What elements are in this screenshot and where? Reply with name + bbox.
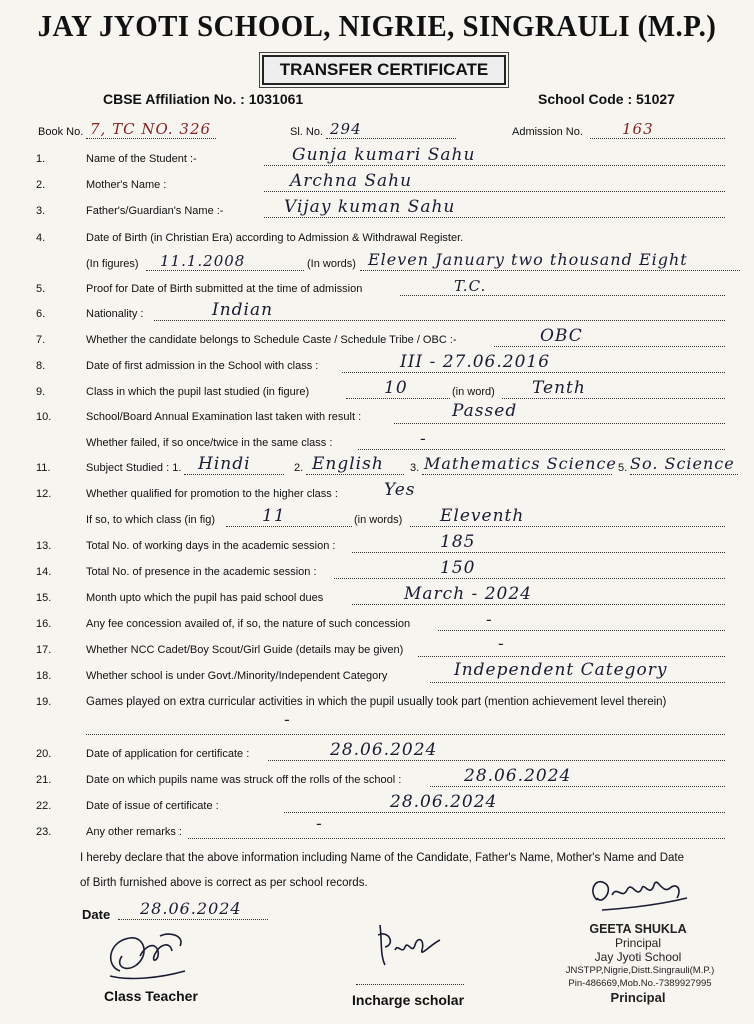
field-label: Date of issue of certificate : — [86, 800, 219, 812]
incharge-label: Incharge scholar — [352, 992, 465, 1008]
principal-signature — [582, 870, 692, 920]
field-label: Date of Birth (in Christian Era) according to Admission & Withdrawal Register. — [86, 232, 464, 244]
principal-label: Principal — [610, 990, 666, 1005]
field-label: Date of application for certificate : — [86, 748, 250, 760]
field-label: If so, to which class (in fig) — [86, 514, 215, 526]
book-label: Book No. — [38, 126, 84, 138]
ncc-scout: - — [498, 634, 505, 654]
sl-value: 294 — [330, 120, 362, 138]
dues-paid-upto: March - 2024 — [404, 584, 532, 604]
student-name: Gunja kumari Sahu — [292, 145, 476, 165]
dob-figures: 11.1.2008 — [160, 252, 246, 270]
field-label: Father's/Guardian's Name :- — [86, 205, 224, 217]
incharge-signature — [370, 915, 450, 975]
presence-days: 150 — [440, 558, 476, 578]
field-label: School/Board Annual Examination last taken with result : — [86, 411, 362, 423]
other-remarks: - — [316, 814, 323, 834]
field-label: Whether failed, if so once/twice in the same class : — [86, 437, 333, 449]
last-class-words: Tenth — [532, 378, 586, 398]
subject-2: English — [312, 454, 384, 474]
stamp-pin: Pin-486669,Mob.No.-7389927995 — [568, 978, 712, 989]
field-label: Month upto which the pupil has paid school dues — [86, 592, 324, 604]
school-category: Independent Category — [454, 660, 668, 680]
declaration-line-2: of Birth furnished above is correct as per school records. — [80, 877, 368, 889]
failed-status: - — [420, 429, 427, 449]
field-label: Whether school is under Govt./Minority/Independent Category — [86, 670, 388, 682]
class-teacher-label: Class Teacher — [104, 988, 198, 1004]
field-label: Any fee concession availed of, if so, the nature of such concession — [86, 618, 411, 630]
promotion-status: Yes — [384, 480, 416, 500]
sl-label: Sl. No. — [290, 126, 324, 138]
class-teacher-signature — [100, 926, 190, 986]
struck-off-date: 28.06.2024 — [464, 766, 572, 786]
application-date: 28.06.2024 — [330, 740, 438, 760]
stamp-name: GEETA SHUKLA — [589, 922, 687, 936]
field-label: Total No. of working days in the academic session : — [86, 540, 336, 552]
transfer-certificate: JAY JYOTI SCHOOL, NIGRIE, SINGRAULI (M.P.) TRANSFER CERTIFICATE CBSE Affiliation No. : 1031061 School Code : 51027 Book No. 7, TC NO. 326 Sl. No. 294 Admission No. 163 1. Name of the Student :- Gunja kumari Sahu 2. Mother's Name : Archna Sahu 3. Father's/Guardian's Name :- Vijay kuman Sahu 4. Date of Birth (in Christian Era) according to Admission & Withdrawal Register. (In figures) 11.1.2008 (In words) Eleven January two thousand Eight 5. Proof for Date of Birth submitted at the time of admission T.C. 6. Nationality : Indian 7. Whether the candidate belongs to Schedule Caste / Schedule Tribe / OBC :- OBC 8. Date of first admission in the School with class : III - 27.06.2016 9. Class in which the pupil last studied (in figure) 10 (in word) Tenth 10. School/Board Annual Examination last taken with result : Passed Whether failed, if so once/twice in the same class : - 11. Subject Studied : 1. Hindi 2. English 3. Mathematics Science 5. So. Science 12. Whether qualified for promotion to the higher class : Yes If so, to which class (in fig) 11 (in words) Eleventh 13. Total No. of working days in the academic session : 185 14. Total No. of presence in the academic session : 150 15. Month upto which the pupil has paid school dues March - 2024 16. Any fee concession availed of, if so, the nature of such concession - 17. Whether NCC Cadet/Boy Scout/Girl Guide (details may be given) - 18. Whether school is under Govt./Minority/Independent Category Independent Category 19. Games played on extra curricular activities in which the pupil usually took part (mention achievement level therein) - 20. Date of application for certificate : 28.06.2024 21. Date on which pupils name was struck off the rolls of the school : 28.06.2024 22. Date of issue of certificate : 28.06.2024 23. Any other remarks : - I hereby declare that the above information including Name of the Candidate, Father's Name, Mother's Name and Date of Birth furnished above is correct as per school records. Date 28.06.2024 Class Teacher Incharge scholar GEETA SHUKLA Principal Jay Jyoti School JNSTPP,Nigrie,Distt.Singrauli(M.P.) Pin-486669,Mob.No.-7389927995 Principal — [0, 0, 754, 1024]
book-value: 7, TC NO. 326 — [90, 120, 212, 138]
field-label: Subject Studied : 1. — [86, 462, 182, 474]
field-label: Nationality : — [86, 308, 144, 320]
first-admission: III - 27.06.2016 — [400, 352, 551, 372]
affiliation-number: CBSE Affiliation No. : 1031061 — [103, 91, 304, 107]
declaration-line-1: I hereby declare that the above information including Name of the Candidate, Father's Name, Mother's Name and Date — [80, 852, 684, 864]
admission-label: Admission No. — [512, 126, 583, 138]
field-label: Name of the Student :- — [86, 153, 197, 165]
field-label: Date on which pupils name was struck off the rolls of the school : — [86, 774, 402, 786]
nationality: Indian — [212, 300, 274, 320]
exam-result: Passed — [452, 401, 518, 421]
date-value: 28.06.2024 — [140, 899, 242, 918]
field-label: Class in which the pupil last studied (in figure) — [86, 386, 310, 398]
games-played: - — [284, 710, 291, 730]
document-title: TRANSFER CERTIFICATE — [262, 55, 506, 85]
last-class-figure: 10 — [384, 378, 408, 398]
field-label: Date of first admission in the School with class : — [86, 360, 319, 372]
category: OBC — [540, 326, 583, 346]
stamp-role: Principal — [614, 936, 662, 950]
field-label: Total No. of presence in the academic session : — [86, 566, 317, 578]
school-code: School Code : 51027 — [538, 91, 675, 107]
mother-name: Archna Sahu — [290, 171, 413, 191]
date-label: Date — [82, 907, 111, 922]
subject-5: So. Science — [630, 454, 735, 473]
subject-1: Hindi — [198, 454, 251, 474]
admission-value: 163 — [622, 120, 654, 138]
working-days: 185 — [440, 532, 476, 552]
dob-words: Eleven January two thousand Eight — [368, 250, 688, 269]
school-name: JAY JYOTI SCHOOL, NIGRIE, SINGRAULI (M.P.) — [37, 8, 717, 43]
issue-date: 28.06.2024 — [390, 792, 498, 812]
field-label: Mother's Name : — [86, 179, 167, 191]
stamp-address: JNSTPP,Nigrie,Distt.Singrauli(M.P.) — [565, 965, 715, 976]
stamp-school: Jay Jyoti School — [594, 950, 682, 964]
father-name: Vijay kuman Sahu — [284, 197, 456, 217]
field-label: Any other remarks : — [86, 826, 182, 838]
subject-3: Mathematics Science — [424, 454, 617, 473]
field-label: Games played on extra curricular activities in which the pupil usually took part (mention achievement level therein) — [86, 696, 667, 708]
field-label: Whether the candidate belongs to Schedule Caste / Schedule Tribe / OBC :- — [86, 334, 457, 346]
field-label: Whether qualified for promotion to the higher class : — [86, 488, 338, 500]
fee-concession: - — [486, 610, 493, 630]
promoted-class-words: Eleventh — [440, 506, 525, 526]
field-label: Proof for Date of Birth submitted at the time of admission — [86, 283, 363, 295]
field-label: Whether NCC Cadet/Boy Scout/Girl Guide (details may be given) — [86, 644, 404, 656]
promoted-class-figure: 11 — [262, 506, 286, 526]
dob-proof: T.C. — [454, 277, 487, 295]
